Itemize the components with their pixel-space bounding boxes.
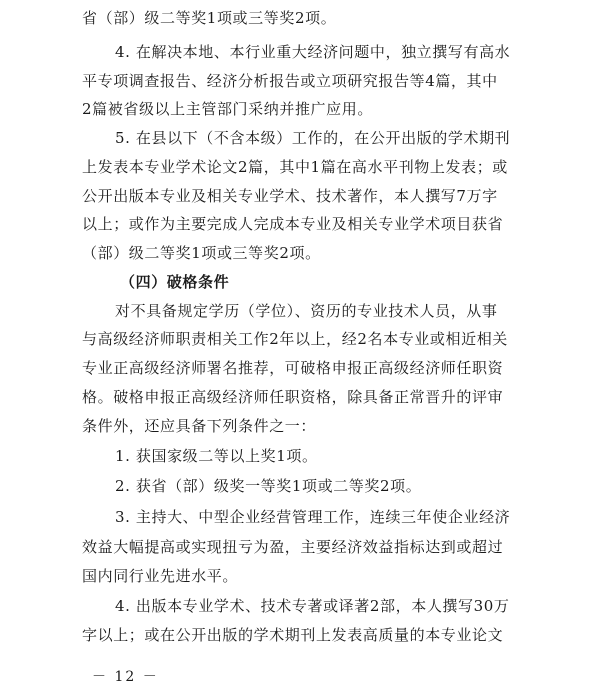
- text-line: （部）级二等奖1项或三等奖2项。: [82, 244, 321, 262]
- text-line: 上发表本专业学术论文2篇，其中1篇在高水平刊物上发表；或: [82, 158, 508, 176]
- text-line: 字以上；或在公开出版的学术期刊上发表高质量的本专业论文: [82, 626, 504, 644]
- text-line: 4. 出版本专业学术、技术专著或译著2部，本人撰写30万: [115, 597, 510, 615]
- text-line: 1. 获国家级二等以上奖1项。: [115, 447, 318, 465]
- page-number: － 12 －: [92, 669, 159, 685]
- section-heading: （四）破格条件: [120, 273, 230, 291]
- text-line: 5. 在县以下（不含本级）工作的，在公开出版的学术期刊: [115, 129, 511, 147]
- text-line: 4. 在解决本地、本行业重大经济问题中，独立撰写有高水: [115, 43, 511, 61]
- text-line: 格。破格申报正高级经济师任职资格，除具备正常晋升的评审: [82, 388, 504, 406]
- text-line: 效益大幅提高或实现扭亏为盈，主要经济效益指标达到或超过: [82, 538, 504, 556]
- text-line: 平专项调查报告、经济分析报告或立项研究报告等4篇，其中: [82, 72, 498, 90]
- text-line: 对不具备规定学历（学位）、资历的专业技术人员，从事: [115, 302, 498, 320]
- text-line: 2. 获省（部）级奖一等奖1项或二等奖2项。: [115, 477, 422, 495]
- text-line: 3. 主持大、中型企业经营管理工作，连续三年使企业经济: [115, 508, 511, 526]
- text-line: 以上；或作为主要完成人完成本专业及相关专业学术项目获省: [82, 215, 504, 233]
- text-line: 与高级经济师职责相关工作2年以上，经2名本专业或相近相关: [82, 330, 508, 348]
- text-line: 专业正高级经济师署名推荐，可破格申报正高级经济师任职资: [82, 359, 504, 377]
- text-line: 条件外，还应具备下列条件之一：: [82, 417, 317, 435]
- text-line: 省（部）级二等奖1项或三等奖2项。: [82, 9, 337, 27]
- text-line: 国内同行业先进水平。: [82, 567, 239, 585]
- text-line: 2篇被省级以上主管部门采纳并推广应用。: [82, 100, 373, 118]
- text-line: 公开出版本专业及相关专业学术、技术著作，本人撰写7万字: [82, 187, 498, 205]
